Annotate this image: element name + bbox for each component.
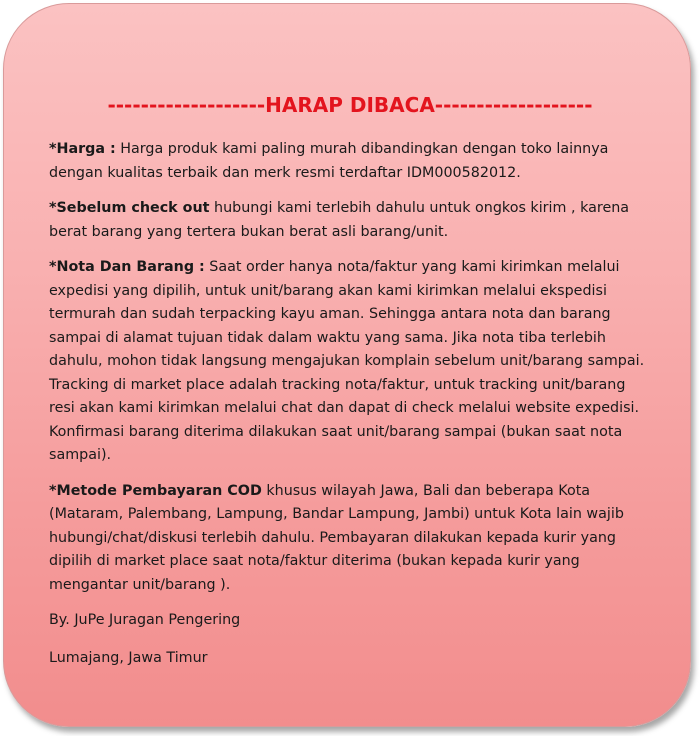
section-text: hubungi kami terlebih dahulu untuk ongkos kirim , karena berat barang yang tertera bukan berat asli barang/unit.	[49, 200, 630, 240]
section-text: Harga produk kami paling murah dibandingkan dengan toko lainnya dengan kualitas terbaik dan merk resmi terdaftar IDM000582012.	[49, 141, 609, 181]
section-label: *Harga :	[49, 141, 116, 157]
section-text: Saat order hanya nota/faktur yang kami kirimkan melalui expedisi yang dipilih, untuk unit/barang akan kami kirimkan melalui ekspedisi termurah dan sudah terpacking kayu aman. Sehingga antara nota dan barang sampai di alamat tujuan tidak dalam waktu yang sama. Jika nota tiba terlebih dahulu, mohon tidak langsung mengajukan komplain sebelum unit/barang sampai. Tracking di market place adalah tracking nota/faktur, untuk tracking unit/barang resi akan kami kirimkan melalui chat dan dapat di check melalui website expedisi. Konfirmasi barang diterima dilakukan saat unit/barang sampai (bukan saat nota sampai).	[49, 259, 645, 463]
section-harga	[49, 138, 653, 185]
section-label: *Metode Pembayaran COD	[49, 482, 262, 499]
notice-title: -------------------HARAP DIBACA-------------------	[107, 93, 593, 117]
notice-content	[49, 138, 653, 684]
section-cod	[49, 480, 653, 598]
section-checkout	[49, 197, 653, 244]
section-label: *Sebelum check out	[49, 200, 210, 216]
signature: By. JuPe Juragan Pengering	[49, 612, 241, 628]
section-nota-barang	[49, 256, 653, 468]
location: Lumajang, Jawa Timur	[49, 649, 208, 666]
section-text: khusus wilayah Jawa, Bali dan beberapa Kota (Mataram, Palembang, Lampung, Bandar Lampung, Jambi) untuk Kota lain wajib hubungi/chat/diskusi terlebih dahulu. Pembayaran dilakukan kepada kurir yang dipilih di market place saat nota/faktur diterima (bukan kepada kurir yang mengantar unit/barang ).	[49, 482, 624, 593]
section-label: *Nota Dan Barang :	[49, 259, 205, 275]
